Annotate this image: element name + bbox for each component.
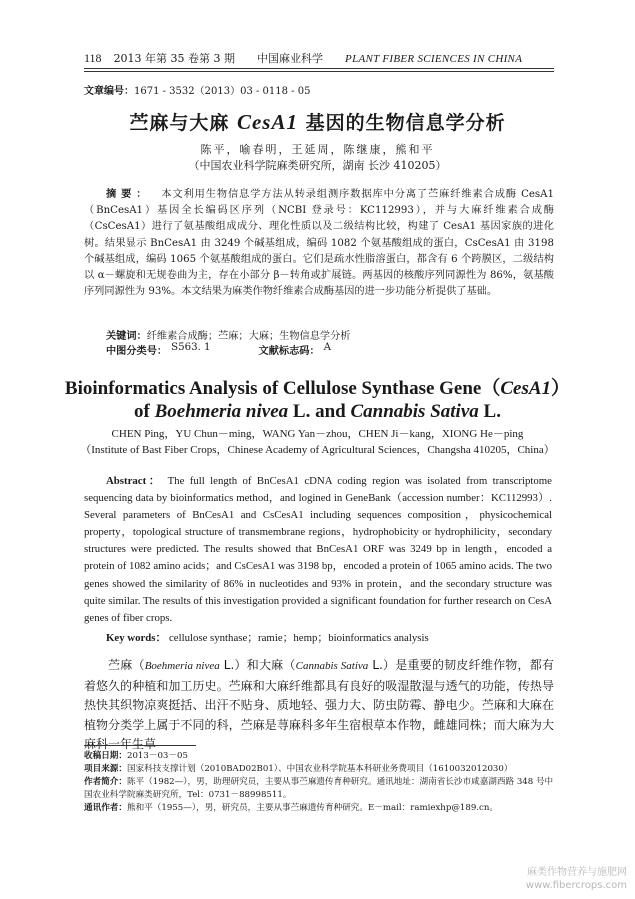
title-en-end: L.	[478, 401, 501, 422]
title-en-line2	[0, 399, 635, 424]
affiliation-cn: （中国农业科学院麻类研究所，湖南 长沙 410205）	[188, 159, 447, 172]
title-en-of: of	[134, 401, 155, 422]
page-number: 118	[84, 51, 102, 65]
keywords-en-label: Key words：	[106, 632, 167, 644]
corr-label: 通讯作者：	[84, 803, 127, 813]
abstract-cn	[84, 187, 554, 300]
abstract-en-label: Abstract：	[106, 475, 163, 487]
title-en-gene: CesA1	[500, 378, 552, 399]
title-cn-pre: 苎麻与大麻	[129, 112, 237, 134]
title-cn-gene: CesA1	[236, 110, 298, 134]
footnotes	[84, 750, 554, 815]
fund-label: 项目来源：	[84, 764, 127, 774]
body-species2: Cannabis Sativa	[295, 660, 369, 672]
body-species1: Boehmeria nivea	[144, 660, 220, 672]
title-en-species1: Boehmeria nivea	[154, 401, 289, 422]
classification-label: 中图分类号：	[106, 346, 168, 357]
body-text	[84, 656, 554, 755]
footnote-rule	[84, 745, 196, 746]
abstract-en	[84, 473, 552, 627]
keywords-cn	[106, 327, 351, 342]
received-date: 2013－03－05	[126, 751, 188, 761]
footnote-fund	[84, 763, 554, 776]
watermark	[526, 866, 627, 892]
running-header	[84, 50, 554, 66]
keywords-en-text: cellulose synthase；ramie；hemp；bioinformatics analysis	[168, 632, 429, 644]
affiliation-en: （Institute of Bast Fiber Crops，Chinese Academy of Agricultural Sciences，Changsha 410205，China）	[80, 444, 555, 456]
body-text-a: 苎麻（	[108, 658, 145, 672]
issue-info: 2013 年第 35 卷第 3 期	[113, 52, 236, 65]
corr-text: 熊和平（1955—），男，研究员，主要从事苎麻遗传育种研究。E－mail：ramiexhp@189.cn。	[126, 803, 498, 813]
title-en-post: ）	[551, 378, 571, 399]
article-number-value: 1671 - 3532（2013）03 - 0118 - 05	[134, 86, 311, 97]
body-text-b: L.）和大麻（	[219, 658, 296, 672]
title-en-pre: Bioinformatics Analysis of Cellulose Synthase Gene（	[64, 378, 501, 399]
author-text: 陈平（1982—），男，助理研究员，主要从事苎麻遗传育种研究。通讯地址：湖南省长沙市咸嘉湖西路 348 号中国农业科学院麻类研究所，Tel：0731－88998511。	[84, 777, 554, 800]
authors-cn: 陈平，喻春明，王延周，陈继康，熊和平	[200, 143, 435, 156]
fund-text: 国家科技支撑计划（2010BAD02B01）、中国农业科学院基本科研业务费项目（1610032012030）	[126, 764, 513, 774]
footnote-corr	[84, 802, 554, 815]
title-cn	[0, 108, 635, 135]
author-label: 作者简介：	[84, 777, 127, 787]
footnote-author	[84, 776, 554, 802]
classification-value: S563. 1	[171, 342, 211, 353]
body-text-c: L.）是重要的韧皮纤维作物，都有着悠久的种植和加工历史。苎麻和大麻纤维都具有良好的吸湿散湿与透气的功能，传热导热快其织物凉爽挺括、出汗不贴身、质地轻、强力大、防虫防霉、静电少。苎麻和大麻在植物分类学上属于不同的科，苎麻是荨麻科多年生宿根草本作物，雌雄同株；而大麻为大麻科一年生草	[84, 658, 554, 751]
abstract-cn-text: 本文利用生物信息学方法从转录组测序数据库中分离了苎麻纤维素合成酶 CesA1（BnCesA1）基因全长编码区序列（NCBI 登录号：KC112993），并与大麻纤维素合成酶（CsCesA1）进行了氨基酸组成成分、理化性质以及二级结构比较，构建了 CesA1 基因家族的进化树。结果显示 BnCesA1 由 3249 个碱基组成，编码 1082 个氨基酸组成的蛋白，CsCesA1 由 3198 个碱基组成，编码 1065 个氨基酸组成的蛋白。它们是疏水性脂溶蛋白，都含有 6 个跨膜区，二级结构以 α－螺旋和无规卷曲为主，存在小部分 β－转角或扩展链。两基因的核酸序列同源性为 86%，氨基酸序列同源性为 93%。本文结果为麻类作物纤维素合成酶基因的进一步功能分析提供了基础。	[84, 189, 554, 298]
body-paragraph	[84, 656, 554, 755]
authors-en: CHEN Ping，YU Chun－ming，WANG Yan－zhou，CHEN Ji－kang，XIONG He－ping	[111, 428, 524, 440]
keywords-cn-label: 关键词：	[106, 331, 147, 342]
doc-code-label: 文献标志码：	[258, 346, 320, 357]
title-cn-post: 基因的生物信息学分析	[298, 112, 506, 134]
title-en-and: L. and	[288, 401, 351, 422]
article-number	[84, 82, 310, 97]
watermark-line1: 麻类作物营养与施肥网	[527, 867, 627, 878]
header-rule-double	[84, 71, 554, 72]
keywords-cn-text: 纤维素合成酶；苎麻；大麻；生物信息学分析	[146, 331, 351, 342]
classification-cn	[106, 342, 331, 357]
article-number-label: 文章编号：	[84, 86, 134, 97]
footnote-received	[84, 750, 554, 763]
watermark-line2: www.fibercrops.com	[525, 880, 627, 891]
keywords-en	[106, 630, 429, 645]
header-rule	[84, 68, 554, 69]
received-label: 收稿日期：	[84, 751, 127, 761]
abstract-en-text: The full length of BnCesA1 cDNA coding region was isolated from transcriptome sequencing data by bioinformatics method，and logined in GeneBank（accession number：KC112993）. Several parameters of BnCesA1 and CsCesA1 including sequences composition，physicochemical property，topological structure of transmembrane regions，hydrophobicity or hydrophilicity，secondary structures were predicted. The results showed that BnCesA1 ORF was 3249 bp in length，encoded a protein of 1082 amino acids；and CsCesA1 was 3198 bp，encoded a protein of 1065 amino acids. The two genes showed the similarity of 86% in nucleotides and 93% in protein，and the secondary structure was quite similar. The results of this investigation provided a significant foundation for further research on CesA genes of fiber crops.	[84, 475, 552, 624]
title-en-species2: Cannabis Sativa	[350, 401, 479, 422]
journal-name-en: PLANT FIBER SCIENCES IN CHINA	[345, 53, 523, 65]
abstract-cn-label: 摘要：	[106, 189, 152, 200]
journal-name-cn: 中国麻业科学	[257, 52, 324, 65]
title-en-line1	[0, 376, 635, 401]
doc-code-value: A	[323, 342, 331, 353]
